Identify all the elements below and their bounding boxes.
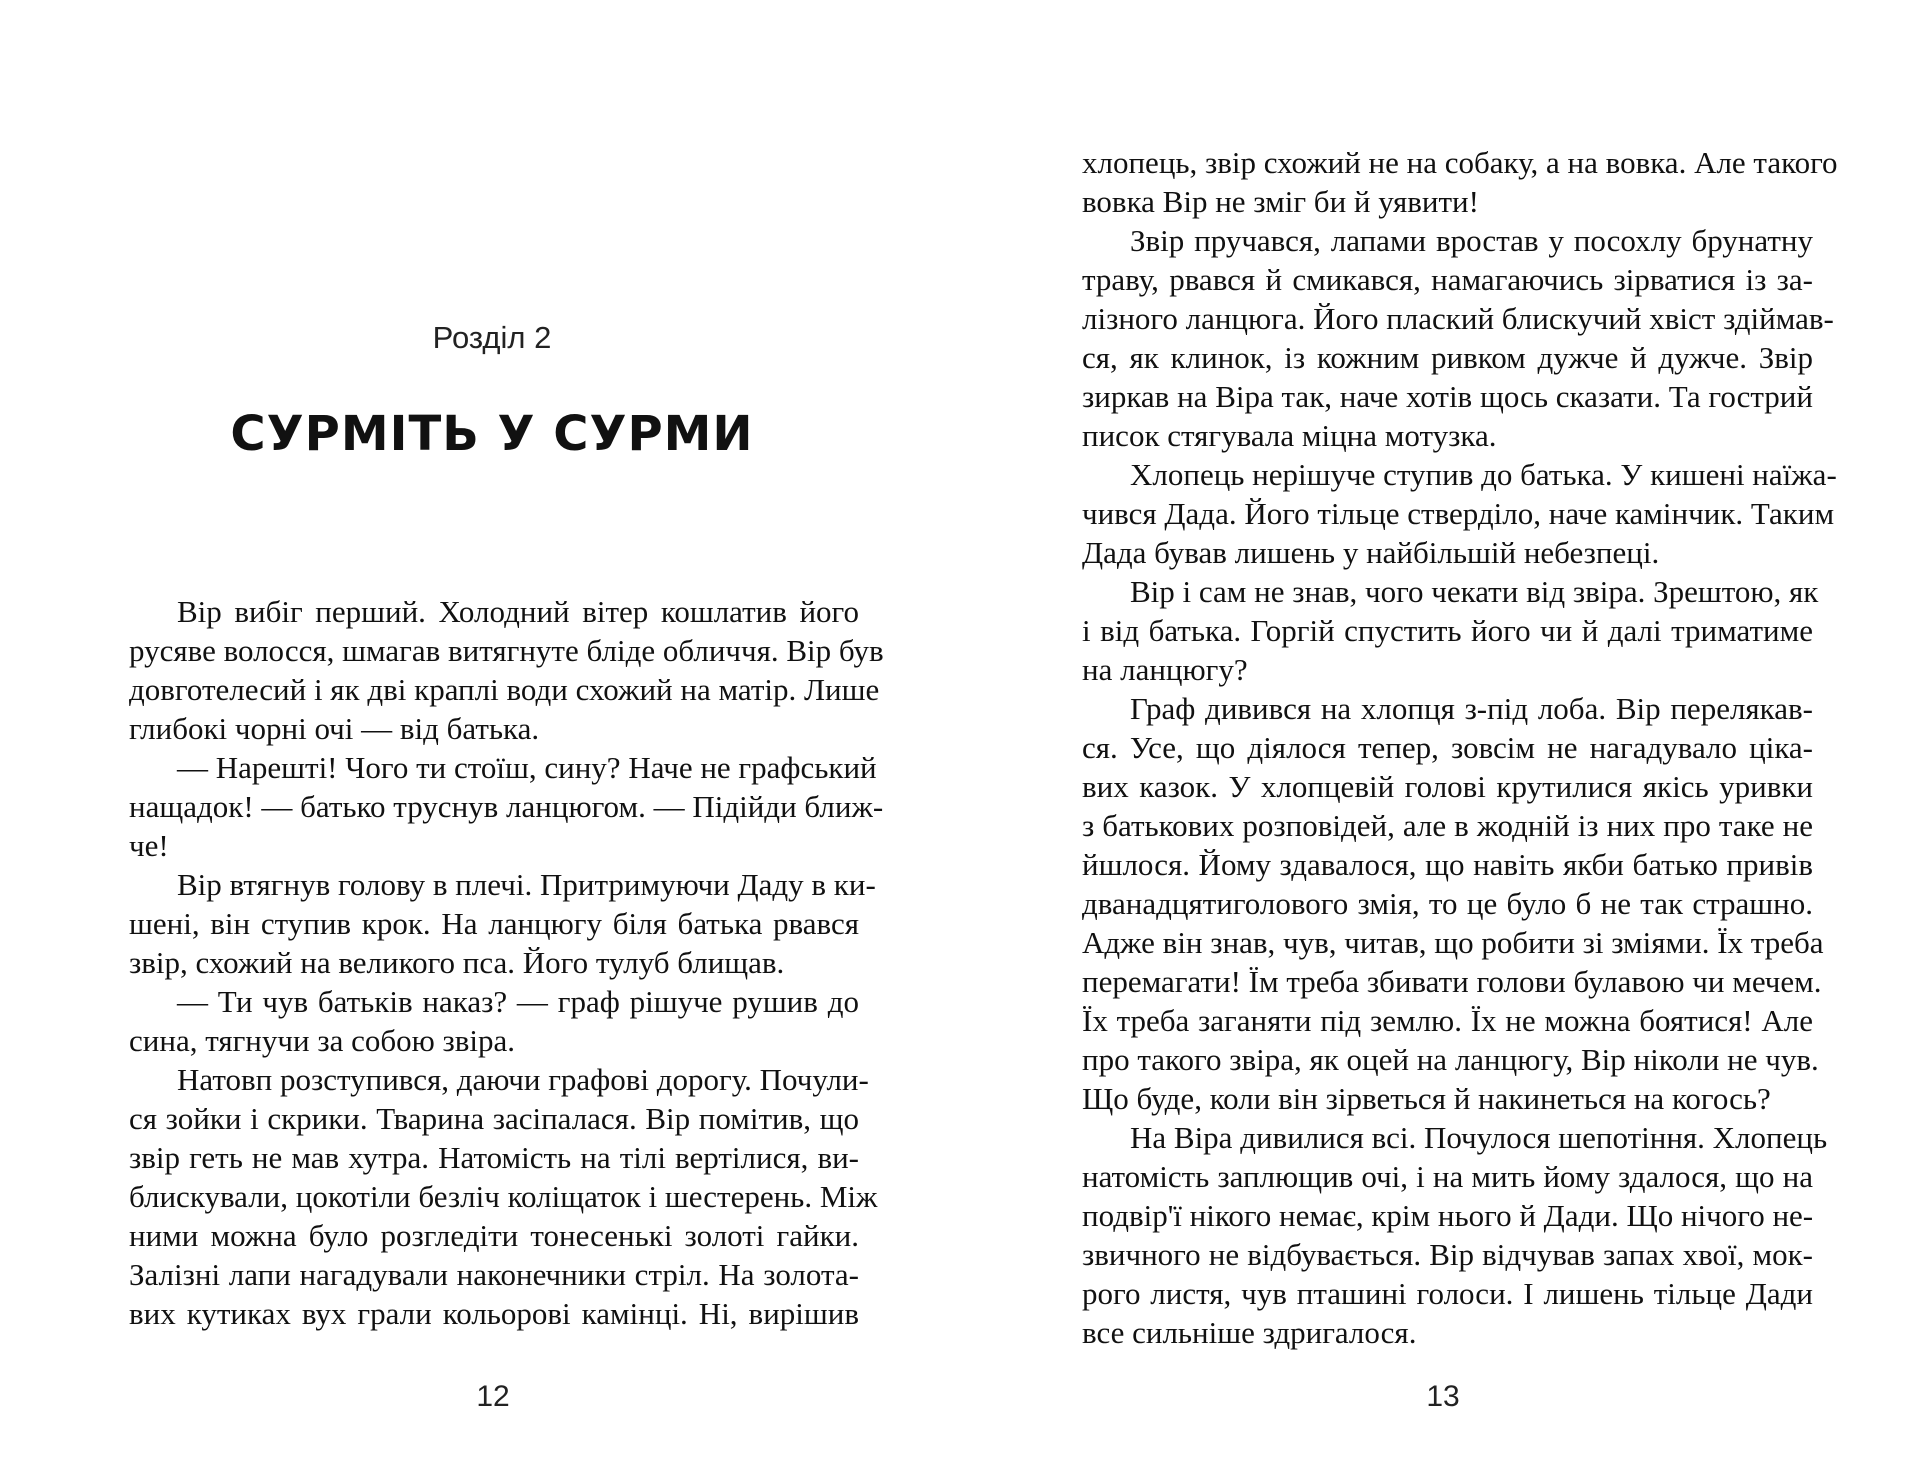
text-line: Їх треба заганяти під землю. Їх не можна боятися! Але [1082,1003,1813,1038]
text-line: русяве волосся, шмагав витягнуте бліде обличчя. Вір був [129,633,884,668]
text-line: шені, він ступив крок. На ланцюгу біля батька рвався [129,906,859,941]
text-line: траву, рвався й смикався, намагаючись зірватися із за- [1082,262,1813,297]
text-line: рого листя, чув пташині голоси. І лишень тільце Дади [1082,1276,1813,1311]
text-line: вовка Вір не зміг би й уявити! [1082,184,1479,219]
text-line: Дада бував лишень у найбільшій небезпеці. [1082,535,1660,570]
text-line: довготелесий і як дві краплі води схожий на матір. Лише [129,672,880,707]
page-number: 13 [1426,1380,1460,1413]
text-line: чився Дада. Його тільце стверділо, наче камінчик. Таким [1082,496,1835,531]
chapter-title: СУРМІТЬ У СУРМИ [230,406,754,462]
text-line: на ланцюгу? [1082,652,1248,687]
text-line: Звір пручався, лапами вростав у посохлу брунатну [1130,223,1813,258]
page-number: 12 [476,1380,510,1413]
text-line: Вір втягнув голову в плечі. Притримуючи Даду в ки- [177,867,876,902]
text-line: писок стягувала міцна мотузка. [1082,418,1497,453]
text-line: перемагати! Їм треба збивати голови булавою чи мечем. [1082,964,1822,999]
right-page-body [1082,143,1838,1352]
text-line: ся. Усе, що діялося тепер, зовсім не нагадувало ціка- [1082,730,1813,765]
text-line: ними можна було розгледіти тонесенькі золоті гайки. [129,1218,859,1253]
text-line: Залізні лапи нагадували наконечники стріл. На золота- [129,1257,859,1292]
text-line: нащадок! — батько труснув ланцюгом. — Підійди ближ- [129,789,884,824]
text-line: блискували, цокотіли безліч коліщаток і шестерень. Між [129,1179,878,1214]
text-line: зиркав на Віра так, наче хотів щось сказати. Та гострий [1082,379,1813,414]
text-line: глибокі чорні очі — від батька. [129,711,540,746]
text-line: Адже він знав, чув, читав, що робити зі зміями. Їх треба [1082,925,1824,960]
text-line: — Ти чув батьків наказ? — граф рішуче рушив до [177,984,859,1019]
text-line: сина, тягнучи за собою звіра. [129,1023,516,1058]
text-line: Вір і сам не знав, чого чекати від звіра. Зрештою, як [1130,574,1819,609]
text-line: вих казок. У хлопцевій голові крутилися якісь уривки [1082,769,1813,804]
text-line: ся, як клинок, із кожним ривком дужче й дужче. Звір [1082,340,1813,375]
text-line: дванадцятиголового змія, то це було б не так страшно. [1082,886,1813,921]
chapter-label: Розділ 2 [432,320,552,355]
text-line: Граф дивився на хлопця з-під лоба. Вір перелякав- [1130,691,1813,726]
text-line: з батькових розповідей, але в жодній із них про таке не [1082,808,1813,843]
text-line: і від батька. Горгій спустить його чи й далі триматиме [1082,613,1813,648]
text-line: про такого звіра, як оцей на ланцюгу, Вір ніколи не чув. [1082,1042,1819,1077]
text-line: Вір вибіг перший. Холодний вітер кошлатив його [177,594,859,629]
text-line: лізного ланцюга. Його плаский блискучий хвіст здіймав- [1082,301,1834,336]
left-page-body [129,592,884,1333]
text-line: ся зойки і скрики. Тварина засіпалася. Вір помітив, що [129,1101,859,1136]
text-line: звичного не відбувається. Вір відчував запах хвої, мок- [1082,1237,1813,1272]
text-line: хлопець, звір схожий не на собаку, а на вовка. Але такого [1082,145,1838,180]
text-line: вих кутиках вух грали кольорові камінці. Ні, вирішив [129,1296,859,1331]
text-line: Натовп розступився, даючи графові дорогу. Почули- [177,1062,869,1097]
text-line: че! [129,828,169,863]
text-line: натомість заплющив очі, і на мить йому здалося, що на [1082,1159,1813,1194]
text-line: звір геть не мав хутра. Натомість на тілі вертілися, ви- [129,1140,859,1175]
text-line: подвір'ї нікого немає, крім нього й Дади. Що нічого не- [1082,1198,1814,1233]
text-line: йшлося. Йому здавалося, що навіть якби батько привів [1082,847,1813,882]
text-line: — Нарешті! Чого ти стоїш, сину? Наче не графський [177,750,877,785]
text-line: Хлопець нерішуче ступив до батька. У кишені наїжа- [1130,457,1837,492]
text-line: звір, схожий на великого пса. Його тулуб блищав. [129,945,785,980]
text-line: Що буде, коли він зірветься й накинеться на когось? [1082,1081,1771,1116]
text-line: все сильніше здригалося. [1082,1315,1417,1350]
text-line: На Віра дивилися всі. Почулося шепотіння. Хлопець [1130,1120,1828,1155]
